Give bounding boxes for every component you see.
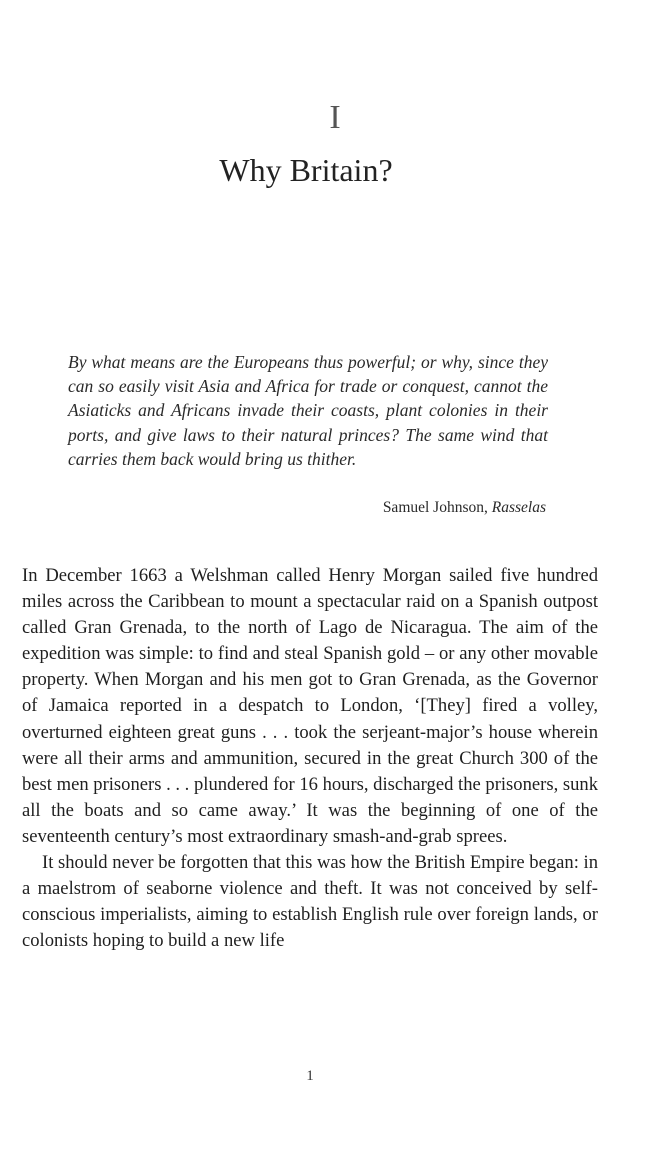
epigraph-quote: By what means are the Europeans thus powerful; or why, since they can so easily visit Asia and Africa for trade or conquest, cannot the Asiaticks and Africans invade their coasts, plant colonies in their ports, and give laws to their natural princes? The same wind that carries them back would bring us thither. <box>68 352 548 469</box>
epigraph-author: Samuel Johnson, <box>382 499 492 516</box>
paragraph-1: In December 1663 a Welshman called Henry Morgan sailed five hundred miles across the Caribbean to mount a spectacular raid on a Spanish outpost called Gran Grenada, to the north of Lago de Nicaragua. The aim of the expedition was simple: to find and steal Spanish gold – or any other movable property. When Morgan and his men got to Gran Grenada, as the Governor of Jamaica reported in a despatch to London, ‘[They] fired a volley, overturned eighteen great guns . . . took the serjeant-major’s house wherein were all their arms and ammunition, secured in the great Church 300 of the best men prisoners . . . plundered for 16 hours, discharged the prisoners, sunk all the boats and so came away.’ It was the beginning of one of the seventeenth century’s most extraordinary smash-and-grab sprees. <box>22 565 598 847</box>
page-number: 1 <box>306 1068 314 1084</box>
epigraph-attribution <box>383 497 546 519</box>
epigraph-work: Rasselas <box>491 499 546 516</box>
chapter-title: Why Britain? <box>219 152 393 188</box>
body-text <box>22 563 598 954</box>
chapter-number: I <box>329 99 341 136</box>
paragraph-2: It should never be forgotten that this was how the British Empire began: in a maelstrom of seaborne violence and theft. It was not conceived by self-conscious imperialists, aiming to establish English rule over foreign lands, or colonists hoping to build a new life <box>22 852 598 952</box>
